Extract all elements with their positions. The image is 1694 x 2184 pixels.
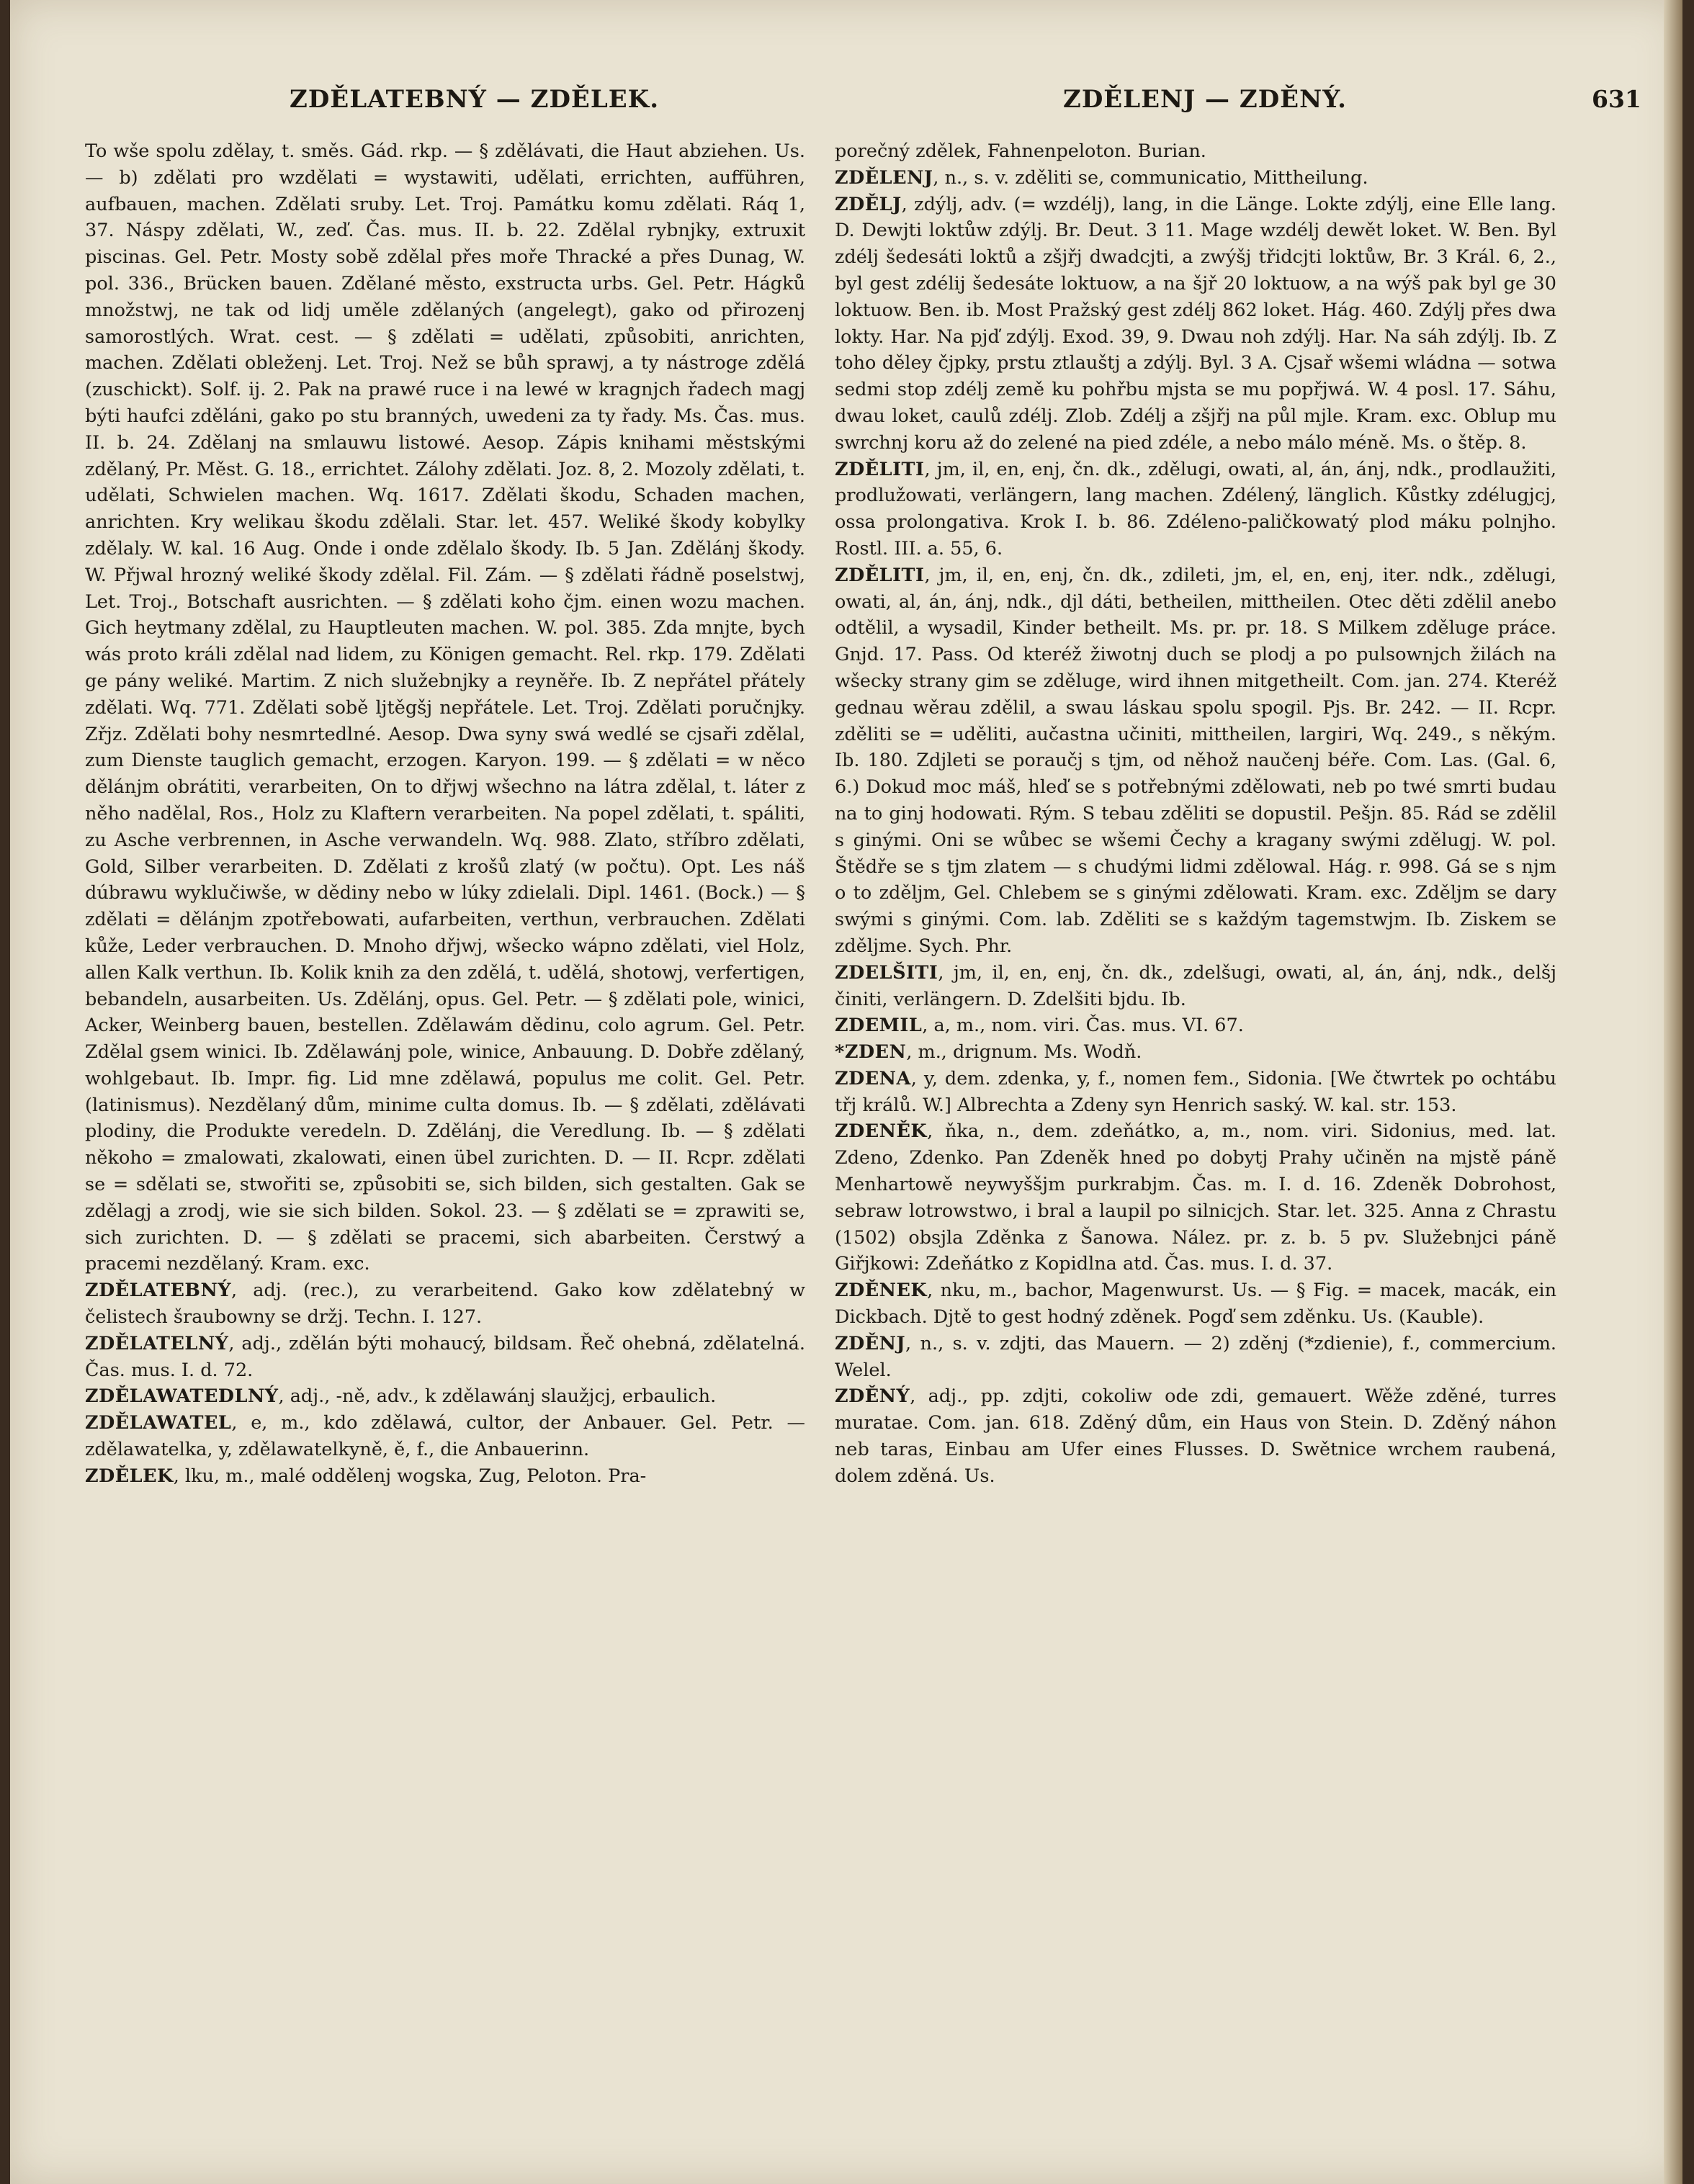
entry-zdemil: ZDEMIL, a, m., nom. viri. Čas. mus. VI. 67. <box>835 1015 1244 1037</box>
dictionary-page <box>10 0 1682 2184</box>
running-head-right: ZDĚLENJ — ZDĚNÝ. <box>1063 85 1347 114</box>
entry-zdeny: ZDĚNÝ, adj., pp. zdjti, cokoliw ode zdi, gemauert. Wěže zděné, turres muratae. Com. jan. 618. Zděný dům, ein Haus von Stein. D. Zděný náhon neb taras, Einbau am Ufer eines Flusses. D. Swětnice wrchem raubená, dolem zděná. Us. <box>835 1385 1556 1487</box>
entry-continuation: To wše spolu zdělay, t. směs. Gád. rkp. — § zdělávati, die Haut abziehen. Us. — b) zdělati pro wzdělati = wystawiti, udělati, errichten, aufführen, aufbauen, machen. Zdělati sruby. Let. Troj. Památku komu zdělati. Ráq 1, 37. Náspy zdělati, W., zeď. Čas. mus. II. b. 22. Zdělal rybnjky, extruxit piscinas. Gel. Petr. Mosty sobě zdělal přes moře Thracké a přes Dunag, W. pol. 336., Brücken bauen. Zdělané město, exstructa urbs. Gel. Petr. Hágků množstwj, ne tak od lidj uměle zdělaných (angelegt), gako od přirozenj samorostlých. Wrat. cest. — § zdělati = udělati, způsobiti, anrichten, machen. Zdělati obleženj. Let. Troj. Než se bůh sprawj, a ty nástroge zdělá (zuschickt). Solf. ij. 2. Pak na prawé ruce i na lewé w kragnjch řadech magj býti haufci zděláni, gako po stu branných, uwedeni za ty řady. Ms. Čas. mus. II. b. 24. Zdělanj na smlauwu listowé. Aesop. Zápis knihami městskými zdělaný, Pr. Měst. G. 18., errichtet. Zálohy zdělati. Joz. 8, 2. Mozoly zdělati, t. udělati, Schwielen machen. Wq. 1617. Zdělati škodu, Schaden machen, anrichten. Kry welikau škodu zdělali. Star. let. 457. Weliké škody kobylky zdělaly. W. kal. 16 Aug. Onde i onde zdělalo škody. Ib. 5 Jan. Zdělánj škody. W. Přjwal hrozný weliké škody zdělal. Fil. Zám. — § zdělati řádně poselstwj, Let. Troj., Botschaft ausrichten. — § zdělati koho čjm. einen wozu machen. Gich heytmany zdělal, zu Hauptleuten machen. W. pol. 385. Zda mnjte, bych wás proto králi zdělal nad lidem, zu Königen gemacht. Rel. rkp. 179. Zdělati ge pány weliké. Martim. Z nich služebnjky a reyněře. Ib. Z nepřátel přátely zdělati. Wq. 771. Zdělati sobě ljtěgšj nepřátele. Let. Troj. Zdělati poručnjky. Zřjz. Zdělati bohy nesmrtedlné. Aesop. Dwa syny swá wedlé se cjsaři zdělal, zum Dienste tauglich gemacht, erzogen. Karyon. 199. — § zdělati = w něco dělánjm obrátiti, verarbeiten, On to dřjwj wšechno na látra zdělal, t. láter z něho nadělal, Ros., Holz zu Klaftern verarbeiten. Na popel zdělati, t. spáliti, zu Asche verbrennen, in Asche verwandeln. Wq. 988. Zlato, stříbro zdělati, Gold, Silber verarbeiten. D. Zdělati z krošů zlatý (w počtu). Opt. Les náš dúbrawu wyklučiwše, w dědiny nebo w lúky zdielali. Dipl. 1461. (Bock.) — § zdělati = dělánjm zpotřebowati, aufarbeiten, verthun, verbrauchen. Zdělati kůže, Leder verbrauchen. D. Mnoho dřjwj, wšecko wápno zdělati, viel Holz, allen Kalk verthun. Ib. Kolik knih za den zdělá, t. udělá, shotowj, verfertigen, bebandeln, ausarbeiten. Us. Zdělánj, opus. Gel. Petr. — § zdělati pole, winici, Acker, Weinberg bauen, bestellen. Zdělawám dědinu, colo agrum. Gel. Petr. Zdělal gsem winici. Ib. Zdělawánj pole, winice, Anbauung. D. Dobře zdělaný, wohlgebaut. Ib. Impr. fig. Lid mne zdělawá, populus me colit. Gel. Petr. (latinismus). Nezdělaný dům, minime culta domus. Ib. — § zdělati, zdělávati plodiny, die Produkte veredeln. D. Zdělánj, die Veredlung. Ib. — § zdělati někoho = zmalowati, zkalowati, einen übel zurichten. D. — II. Rcpr. zdělati se = sdělati se, stwořiti se, způsobiti se, sich bilden, sich gestalten. Gak se zdělagj a zrodj, wie sie sich bilden. Sokol. 23. — § zdělati se = zprawiti se, sich zurichten. D. — § zdělati se pracemi, sich abarbeiten. Čerstwý a pracemi nezdělaný. Kram. exc. <box>85 140 805 1275</box>
entry-zdenek-name: ZDENĚK, ňka, n., dem. zdeňátko, a, m., nom. viri. Sidonius, med. lat. Zdeno, Zdenko. Pan Zdeněk hned po dobytj Prahy učiněn na mjstě páně Menhartowě neywyššjm purkrabjm. Čas. m. I. d. 16. Zdeněk Dobrohost, sebraw lotrowstwo, i bral a laupil po silnicjch. Star. let. 325. Anna z Chrastu (1502) obsjla Zděnka z Šanowa. Nález. pr. z. b. 5 pv. Služebnjci páně Giřjkowi: Zdeňátko z Kopidlna atd. Čas. mus. I. d. 37. <box>835 1120 1556 1275</box>
headword: ZDENA <box>835 1067 911 1089</box>
entry-zdelenj: ZDĚLENJ, n., s. v. zděliti se, communicatio, Mittheilung. <box>835 166 1368 189</box>
headword: ZDEMIL <box>835 1015 923 1037</box>
headword: ZDENĚK <box>835 1120 928 1143</box>
left-column <box>85 138 805 1490</box>
headword: *ZDEN <box>835 1041 907 1064</box>
headword: ZDĚLAWATEDLNÝ <box>85 1385 279 1408</box>
entry-zdeliti-1: ZDĚLITI, jm, il, en, enj, čn. dk., zdělugi, owati, al, án, ánj, ndk., prodlaužiti, prodlužowati, verlängern, lang machen. Zdélený, länglich. Kůstky zdélugjcj, ossa prolongativa. Krok I. b. 86. Zdéleno-paličkowatý plod máku polnjho. Rostl. III. a. 55, 6. <box>835 458 1556 560</box>
headword: ZDĚLITI <box>835 564 925 586</box>
entry-zdelatelny: ZDĚLATELNÝ, adj., zdělán býti mohaucý, bildsam. Řeč ohebná, zdělatelná. Čas. mus. I. d. 72. <box>85 1332 805 1381</box>
headword: ZDĚLAWATEL <box>85 1412 232 1434</box>
entry-zdena: ZDENA, y, dem. zdenka, y, f., nomen fem., Sidonia. [We čtwrtek po ochtábu třj králů. W.] Albrechta a Zdeny syn Henrich saský. W. kal. str. 153. <box>835 1067 1556 1116</box>
entry-zden: *ZDEN, m., drignum. Ms. Wodň. <box>835 1041 1142 1064</box>
page-number: 631 <box>1592 85 1641 113</box>
headword: ZDĚLEK <box>85 1465 174 1487</box>
entry-zdelatebny: ZDĚLATEBNÝ, adj. (rec.), zu verarbeitend. Gako kow zdělatebný w čelistech šraubowny se držj. Techn. I. 127. <box>85 1280 805 1329</box>
entry-zdenj: ZDĚNJ, n., s. v. zdjti, das Mauern. — 2) zděnj (*zdienie), f., commercium. Welel. <box>835 1332 1556 1381</box>
running-head-left: ZDĚLATEBNÝ — ZDĚLEK. <box>290 85 660 114</box>
headword: ZDELŠITI <box>835 961 938 984</box>
headword: ZDĚLENJ <box>835 166 933 189</box>
headword: ZDĚLITI <box>835 458 925 480</box>
book-spine <box>1664 0 1682 2184</box>
entry-zdelj: ZDĚLJ, zdýlj, adv. (= wzdélj), lang, in die Länge. Lokte zdýlj, eine Elle lang. D. Dewjti loktůw zdýlj. Br. Deut. 3 11. Mage wzdélj dewět loket. W. Ben. Byl zdélj šedesáti loktů a zšjřj dwadcjti, a zwýšj třidcjti loktůw, Br. 3 Král. 6, 2., byl gest zdélij šedesáte loktuow, a na šjř 20 loktuow, a na wýš pak byl ge 30 loktuow. Ben. ib. Most Pražský gest zdélj 862 loket. Hág. 460. Zdýlj přes dwa lokty. Har. Na pjď zdýlj. Exod. 39, 9. Dwau noh zdýlj. Har. Na sáh zdýlj. Ib. Z toho děley čjpky, prstu ztlauštj a zdýlj. Byl. 3 A. Cjsař wšemi wládna — sotwa sedmi stop zdélj země ku pohřbu mjsta se mu popřjwá. W. 4 posl. 17. Sáhu, dwau loket, caulů zdélj. Zlob. Zdélj a zšjřj na půl mjle. Kram. exc. Oblup mu swrchnj koru až do zelené na pied zdéle, a nebo málo méně. Ms. o štěp. 8. <box>835 193 1556 454</box>
entry-zdeliti-2: ZDĚLITI, jm, il, en, enj, čn. dk., zdileti, jm, el, en, enj, iter. ndk., zdělugi, owati, al, án, ánj, ndk., djl dáti, betheilen, mittheilen. Otec děti zdělil anebo odtělil, a wysadil, Kinder betheilt. Ms. pr. pr. 18. S Milkem zděluge práce. Gnjd. 17. Pass. Od kteréž žiwotnj duch se plodj a po pulsownjch žilách na wšecky strany gim se zděluge, wird ihnen mitgetheilt. Com. jan. 274. Kteréž gednau wěrau zdělil, a swau láskau spolu spogil. Pjs. Br. 242. — II. Rcpr. zděliti se = uděliti, aučastna učiniti, mittheilen, largiri, Wq. 249., s někým. Ib. 180. Zdjleti se poraučj s tjm, od něhož naučenj béře. Com. Las. (Gal. 6, 6.) Dokud moc máš, hleď se s potřebnými zdělowati, neb po twé smrti budau na to ginj hodowati. Rým. S tebau zděliti se dopustil. Pešjn. 85. Rád se zdělil s ginými. Oni se wůbec se wšemi Čechy a kragany swými zdělugj. W. pol. Štědře se s tjm zlatem — s chudými lidmi zdělowal. Hág. r. 998. Gá se s njm o to zděljm, Gel. Chlebem se s ginými zdělowati. Kram. exc. Zděljm se dary swými s ginými. Com. lab. Zděliti se s každým tagemstwjm. Ib. Ziskem se zděljme. Sych. Phr. <box>835 564 1556 957</box>
right-column <box>835 138 1556 1490</box>
entry-zdelawatedlny: ZDĚLAWATEDLNÝ, adj., -ně, adv., k zdělawánj slaužjcj, erbaulich. <box>85 1385 717 1408</box>
entry-zdenek: ZDĚNEK, nku, m., bachor, Magenwurst. Us. — § Fig. = macek, macák, ein Dickbach. Djtě to gest hodný zděnek. Pogď sem zděnku. Us. (Kauble). <box>835 1280 1556 1329</box>
entry-zdelawatel: ZDĚLAWATEL, e, m., kdo zdělawá, cultor, der Anbauer. Gel. Petr. — zdělawatelka, y, zdělawatelkyně, ě, f., die Anbauerinn. <box>85 1412 805 1461</box>
headword: ZDĚNJ <box>835 1332 906 1354</box>
headword: ZDĚNEK <box>835 1280 928 1302</box>
headword: ZDĚLATELNÝ <box>85 1332 229 1354</box>
headword: ZDĚLATEBNÝ <box>85 1280 231 1302</box>
entry-zdelek: ZDĚLEK, lku, m., malé oddělenj wogska, Zug, Peloton. Pra- <box>85 1465 647 1487</box>
headword: ZDĚLJ <box>835 193 902 215</box>
entry-continuation: porečný zdělek, Fahnenpeloton. Burian. <box>835 140 1206 162</box>
entry-zdelsiti: ZDELŠITI, jm, il, en, enj, čn. dk., zdelšugi, owati, al, án, ánj, ndk., delšj činiti, verlängern. D. Zdelšiti bjdu. Ib. <box>835 961 1556 1010</box>
headword: ZDĚNÝ <box>835 1385 910 1408</box>
